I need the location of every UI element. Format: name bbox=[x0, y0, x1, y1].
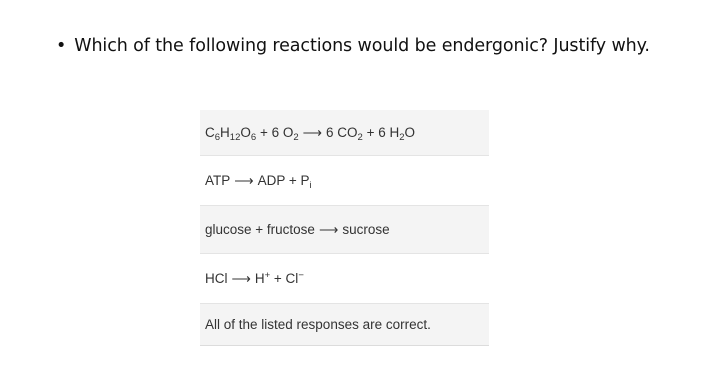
formula-text: All of the listed responses are correct. bbox=[205, 317, 431, 332]
reaction-arrow-icon: ⟶ bbox=[318, 221, 339, 237]
formula-text: O bbox=[240, 124, 251, 140]
formula-text: + Cl bbox=[270, 270, 299, 286]
option-formula bbox=[205, 173, 312, 189]
question-text: Which of the following reactions would be endergonic? Justify why. bbox=[74, 36, 650, 56]
formula-text: ATP bbox=[205, 172, 231, 188]
answer-option-hcl-dissociation[interactable] bbox=[200, 254, 489, 304]
superscript: + bbox=[264, 269, 271, 281]
subscript: 2 bbox=[357, 131, 363, 143]
bullet-marker: • bbox=[56, 36, 67, 56]
question-text-line bbox=[56, 36, 650, 56]
answer-option-all-correct[interactable] bbox=[200, 304, 489, 346]
formula-text: H bbox=[254, 270, 265, 286]
subscript: 2 bbox=[399, 131, 405, 143]
option-text bbox=[205, 317, 431, 332]
subscript: 6 bbox=[214, 131, 221, 143]
answer-option-atp-hydrolysis[interactable] bbox=[200, 156, 489, 206]
formula-text: glucose + fructose bbox=[205, 221, 315, 237]
answer-option-sucrose-synthesis[interactable] bbox=[200, 206, 489, 254]
formula-text: + 6 H bbox=[362, 124, 400, 140]
formula-text: ADP + P bbox=[257, 172, 310, 188]
answer-options-list bbox=[200, 110, 489, 346]
superscript: − bbox=[298, 269, 304, 281]
reaction-arrow-icon: ⟶ bbox=[302, 124, 322, 140]
formula-text: O bbox=[404, 124, 416, 140]
formula-text: sucrose bbox=[342, 221, 390, 237]
formula-text: + 6 O bbox=[256, 124, 294, 140]
option-formula bbox=[205, 125, 415, 141]
formula-text: 6 CO bbox=[326, 124, 358, 140]
option-formula bbox=[205, 271, 304, 287]
subscript: 2 bbox=[293, 131, 299, 143]
subscript: 12 bbox=[229, 131, 241, 143]
subscript: 6 bbox=[250, 131, 257, 143]
reaction-arrow-icon: ⟶ bbox=[234, 172, 254, 188]
reaction-arrow-icon: ⟶ bbox=[231, 270, 251, 286]
answer-option-glucose-combustion[interactable] bbox=[200, 110, 489, 156]
subscript: i bbox=[309, 179, 312, 191]
formula-text: C bbox=[205, 124, 215, 140]
option-formula bbox=[205, 222, 390, 238]
formula-text: HCl bbox=[205, 270, 228, 286]
formula-text: H bbox=[220, 124, 230, 140]
